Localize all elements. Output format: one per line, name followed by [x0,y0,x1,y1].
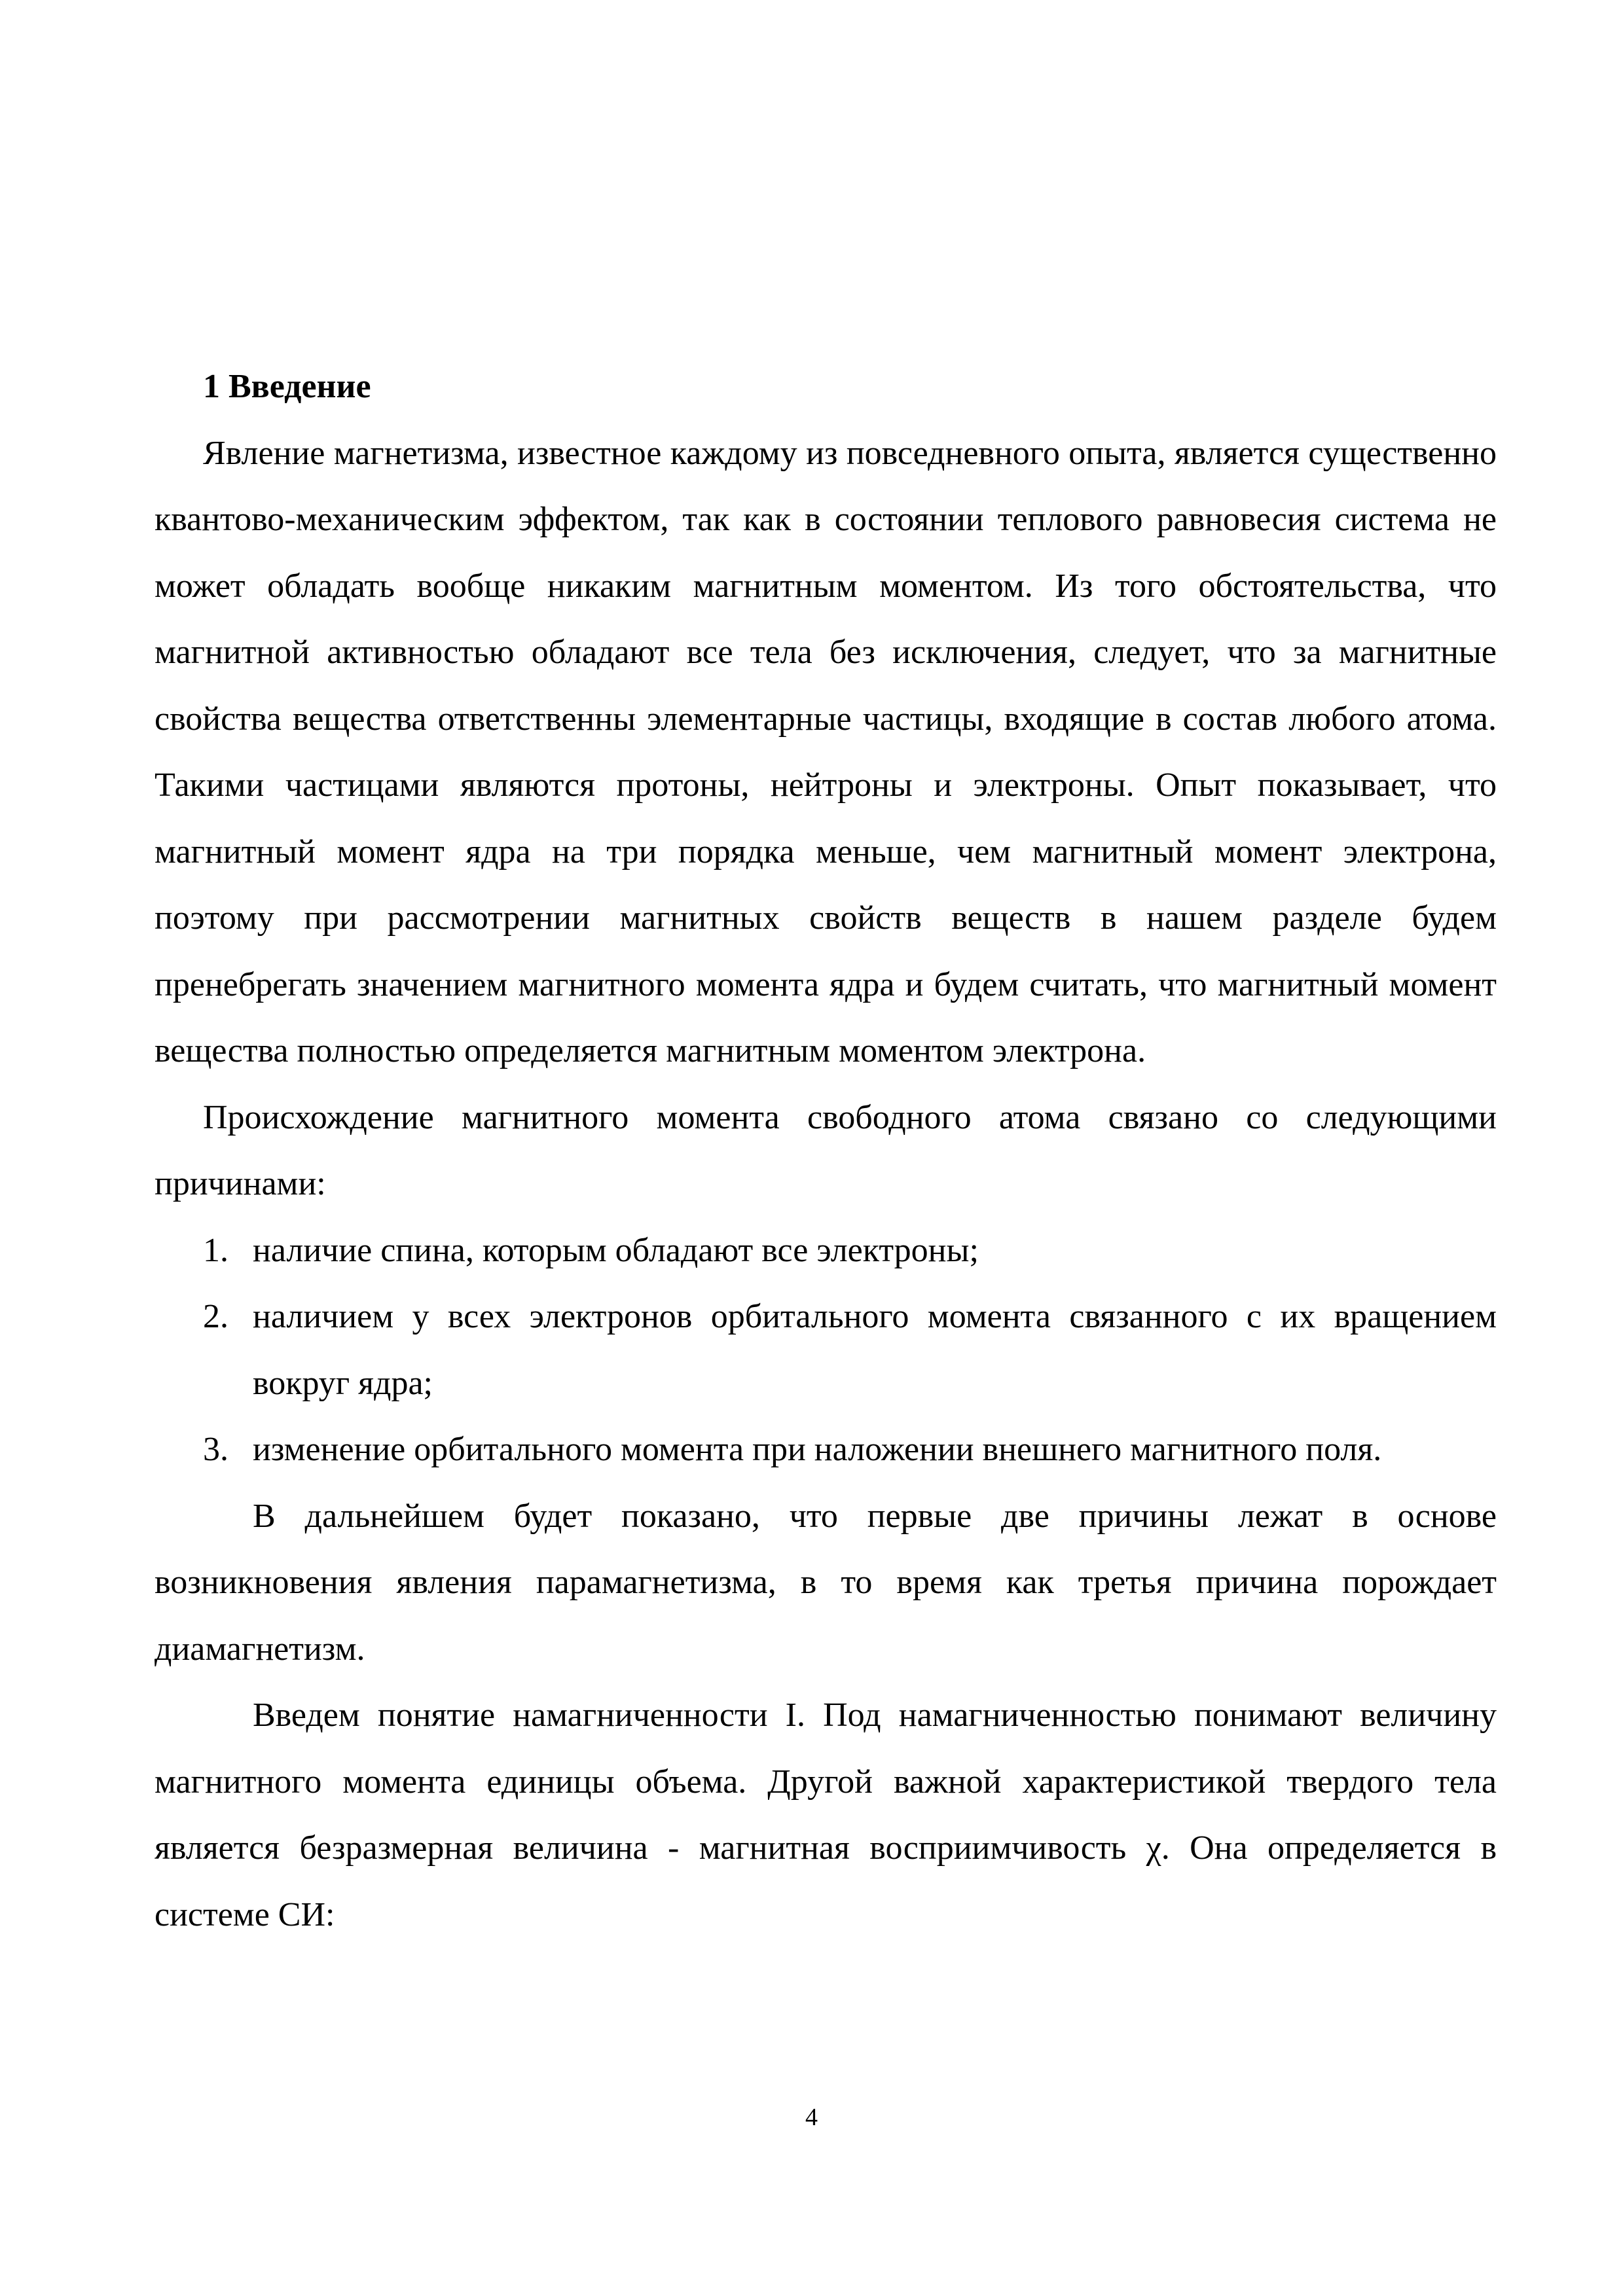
page-number: 4 [805,2104,818,2131]
page-body [155,353,1497,1948]
paragraph-magnetization: Введем понятие намагниченности I. Под намагниченностью понимают величину магнитного момента единицы объема. Другой важной характеристикой твердого тела является безразмерная величина - магнитная восприимчивость χ. Она определяется в системе СИ: [155,1696,1497,1933]
list-item [155,1283,1497,1416]
paragraph-para-dia-magnetism: В дальнейшем будет показано, что первые две причины лежат в основе возникновения явления парамагнетизма, в то время как третья причина порождает диамагнетизм. [155,1497,1497,1668]
list-item-number: 1. [203,1231,228,1269]
reasons-list [155,1217,1497,1483]
list-item-text: наличие спина, которым обладают все электроны; [253,1231,979,1269]
list-item [155,1416,1497,1483]
list-item-text: изменение орбитального момента при наложении внешнего магнитного поля. [253,1431,1382,1468]
list-item-number: 3. [203,1431,228,1468]
list-item [155,1217,1497,1284]
list-item-number: 2. [203,1298,228,1335]
section-heading: 1 Введение [203,368,371,405]
paragraph-magnetic-moment-origin: Происхождение магнитного момента свободного атома связано со следующими причинами: [155,1098,1497,1202]
list-item-text: наличием у всех электронов орбитального момента связанного с их вращением вокруг ядра; [253,1298,1497,1402]
paragraph-magnetism-intro: Явление магнетизма, известное каждому из повседневного опыта, является существенно квантово-механическим эффектом, так как в состоянии теплового равновесия система не может обладать вообще никаким магнитным моментом. Из того обстоятельства, что магнитной активностью обладают все тела без исключения, следует, что за магнитные свойства вещества ответственны элементарные частицы, входящие в состав любого атома. Такими частицами являются протоны, нейтроны и электроны. Опыт показывает, что магнитный момент ядра на три порядка меньше, чем магнитный момент электрона, поэтому при рассмотрении магнитных свойств веществ в нашем разделе будем пренебрегать значением магнитного момента ядра и будем считать, что магнитный момент вещества полностью определяется магнитным моментом электрона. [155,434,1497,1069]
